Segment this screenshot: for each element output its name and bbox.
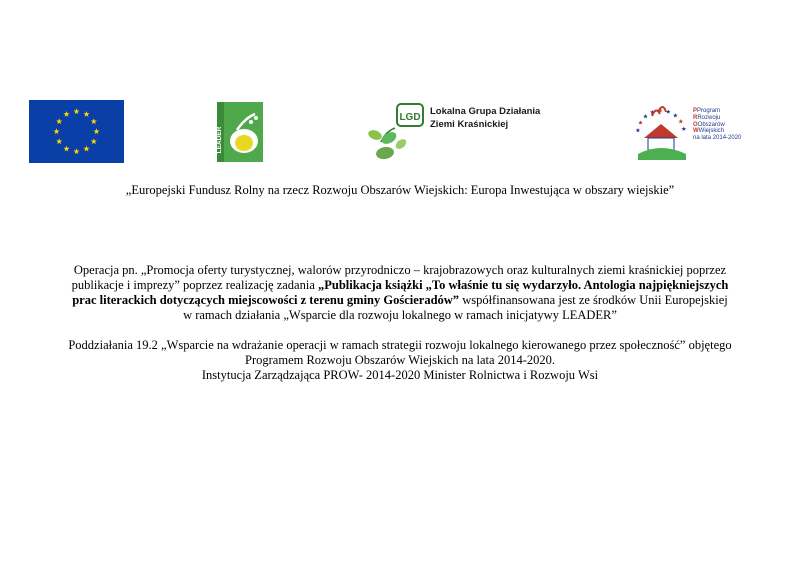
- lgd-name-line1: Lokalna Grupa Działania: [430, 106, 541, 117]
- operation-line-2: [0, 278, 800, 293]
- eu-flag-logo: [29, 100, 124, 163]
- operation-line-2-bold: „Publikacja książki „To właśnie tu się wydarzyło. Antologia najpiękniejszych: [318, 278, 729, 292]
- leader-logo-text: LEADER: [216, 126, 223, 154]
- prow-line5: na lata 2014-2020: [693, 135, 742, 142]
- prow-star-icon: [643, 114, 648, 118]
- prow-star-icon: [673, 113, 678, 117]
- operation-line-1: Operacja pn. „Promocja oferty turystycznej, walorów przyrodniczo – krajobrazowych oraz kulturalnych ziemi kraśnickiej poprzez: [73, 263, 727, 277]
- operation-line-3: [0, 293, 800, 308]
- prow-line2: Rozwoju: [697, 114, 721, 121]
- lgd-logo: [365, 98, 560, 166]
- subaction-line-3: Instytucja Zarządzająca PROW- 2014-2020 Minister Rolnictwa i Rozwoju Wsi: [201, 368, 599, 382]
- prow-star-icon: [678, 119, 683, 123]
- operation-line-3-end: współfinansowana jest ze środków Unii Europejskiej: [459, 293, 728, 307]
- leader-logo: [215, 100, 265, 164]
- prow-star-icon: [682, 127, 687, 131]
- lgd-mark-text: LGD: [399, 112, 421, 123]
- prow-logo: [630, 98, 745, 166]
- operation-line-4: w ramach działania „Wsparcie dla rozwoju lokalnego w ramach inicjatywy LEADER”: [183, 308, 617, 322]
- operation-line-2-start: publikacje i imprezy” poprzez realizację zadania: [71, 278, 319, 292]
- prow-star-icon: [638, 120, 643, 124]
- prow-emblem-icon: [630, 98, 692, 166]
- prow-line3: Obszarów: [697, 121, 725, 128]
- subaction-line-1: Poddziałania 19.2 „Wsparcie na wdrażanie operacji w ramach strategii rozwoju lokalnego kierowanego przez społeczność” objętego: [68, 338, 732, 352]
- subaction-line-2: Programem Rozwoju Obszarów Wiejskich na lata 2014-2020.: [245, 353, 555, 367]
- prow-line4: Wiejskich: [698, 128, 725, 135]
- prow-star-icon: [636, 128, 641, 132]
- prow-line1: Program: [697, 108, 721, 114]
- prow-name: PProgram RRozwoju OObszarów WWiejskich na lata 2014-2020: [693, 108, 742, 142]
- fund-caption: „Europejski Fundusz Rolny na rzecz Rozwoju Obszarów Wiejskich: Europa Inwestująca w obszary wiejskie”: [125, 183, 675, 197]
- operation-line-3-bold: prac literackich dotyczących miejscowości z terenu gminy Gościeradów”: [72, 293, 460, 307]
- lgd-name-line2: Ziemi Kraśnickiej: [430, 119, 509, 130]
